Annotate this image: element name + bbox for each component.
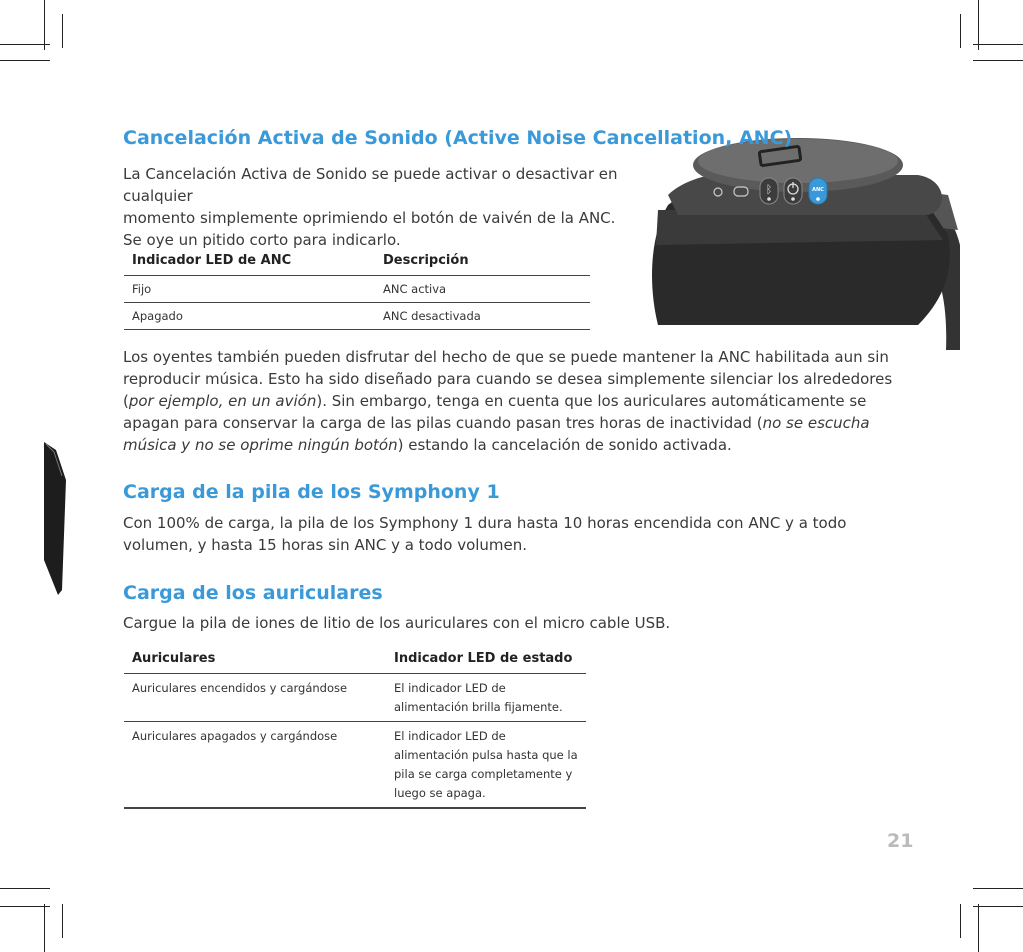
battery-paragraph: Con 100% de carga, la pila de los Symphony 1 dura hasta 10 horas encendida con ANC y a todo volumen, y hasta 15 horas sin ANC y a todo volumen. [123, 514, 847, 554]
table-cell: ANC activa [375, 276, 590, 303]
anc-body-text-3: ) estando la cancelación de sonido activada. [397, 436, 732, 454]
anc-intro-line-3: Se oye un pitido corto para indicarlo. [123, 231, 401, 249]
table-row [124, 674, 586, 722]
anc-intro-line-2: momento simplemente oprimiendo el botón de vaivén de la ANC. [123, 209, 616, 227]
anc-body-italic-2: no se escucha música y no se oprime ningún botón [123, 414, 870, 454]
anc-button-label: ANC [812, 187, 824, 193]
charging-section-title: Carga de los auriculares [123, 582, 383, 604]
anc-led-table [124, 245, 590, 330]
svg-text:ᛒ: ᛒ [765, 183, 773, 196]
table-cell: ANC desactivada [375, 303, 590, 330]
table-row [124, 303, 590, 330]
table-cell: Apagado [124, 303, 375, 330]
table-row [124, 722, 586, 809]
charging-table-header-led: Indicador LED de estado [394, 650, 573, 666]
anc-table-header-indicator: Indicador LED de ANC [132, 252, 292, 268]
charging-paragraph: Cargue la pila de iones de litio de los auriculares con el micro cable USB. [123, 614, 671, 632]
anc-section-title: Cancelación Activa de Sonido (Active Noise Cancellation, ANC) [123, 127, 793, 149]
table-cell: Auriculares encendidos y cargándose [124, 674, 386, 722]
charging-led-table [124, 643, 586, 809]
table-cell: El indicador LED de alimentación pulsa hasta que la pila se carga completamente y luego se apaga. [386, 722, 586, 809]
table-cell: Fijo [124, 276, 375, 303]
table-header-row [124, 245, 590, 276]
page-edge-decoration [40, 440, 70, 600]
anc-table-header-description: Descripción [383, 252, 469, 268]
table-cell: El indicador LED de alimentación brilla fijamente. [386, 674, 586, 722]
anc-intro [123, 163, 683, 251]
anc-intro-line-1: La Cancelación Activa de Sonido se puede activar o desactivar en cualquier [123, 165, 618, 205]
table-header-row [124, 643, 586, 674]
battery-section-title: Carga de la pila de los Symphony 1 [123, 481, 500, 503]
table-row [124, 276, 590, 303]
anc-body-text-1: Los oyentes también pueden disfrutar del hecho de que se puede mantener la ANC habilitada aun sin reproducir música. Esto ha sido diseñado para cuando se desea simplemente silenciar los alrededores ( [123, 348, 893, 410]
table-cell: Auriculares apagados y cargándose [124, 722, 386, 809]
page-number: 21 [887, 830, 914, 852]
anc-body-italic-1: por ejemplo, en un avión [128, 392, 317, 410]
anc-body-text-2: ). Sin embargo, tenga en cuenta que los auriculares automáticamente se apagan para conservar la carga de las pilas cuando pasan tres horas de inactividad ( [123, 392, 867, 432]
anc-body-paragraph [123, 346, 898, 456]
headphone-illustration [648, 135, 963, 355]
charging-table-header-headphones: Auriculares [132, 650, 216, 666]
